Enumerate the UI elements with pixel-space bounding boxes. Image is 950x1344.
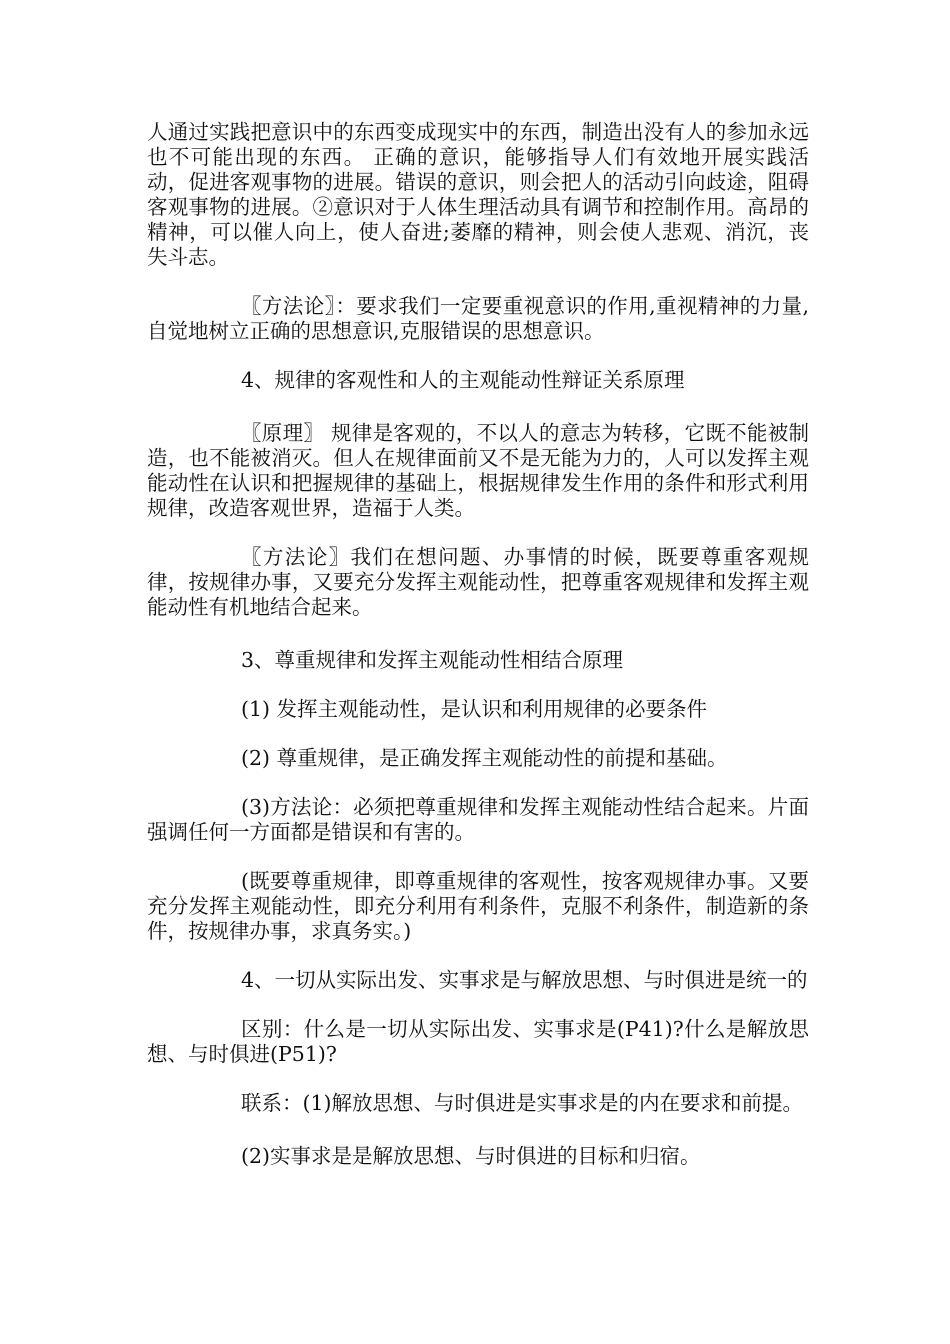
paragraph-methodology-consciousness: 〖方法论〗：要求我们一定要重视意识的作用,重视精神的力量,自觉地树立正确的思想意识,克服错误的思想意识。 [147,294,809,343]
paragraph-connection-1: 联系：(1)解放思想、与时俱进是实事求是的内在要求和前提。 [241,1091,804,1115]
list-item-2: (2) 尊重规律，是正确发挥主观能动性的前提和基础。 [241,746,728,770]
list-item-3-methodology: (3)方法论：必须把尊重规律和发挥主观能动性结合起来。片面强调任何一方面都是错误和有害的。 [147,795,809,844]
heading-seek-truth-unity: 4、一切从实际出发、实事求是与解放思想、与时俱进是统一的 [241,968,808,992]
paragraph-difference: 区别：什么是一切从实际出发、实事求是(P41)?什么是解放思想、与时俱进(P51)? [147,1017,809,1066]
paragraph-consciousness-role: 人通过实践把意识中的东西变成现实中的东西，制造出没有人的参加永远也不可能出现的东西。 正确的意识，能够指导人们有效地开展实践活动，促进客观事物的进展。错误的意识，则会把人的活动引向歧途，阻碍客观事物的进展。②意识对于人体生理活动具有调节和控制作用。高昂的精神，可以催人向上，使人奋进;萎靡的精神，则会使人悲观、消沉，丧失斗志。 [147,120,809,269]
paragraph-principle-law: 〖原理〗 规律是客观的，不以人的意志为转移，它既不能被制造，也不能被消灭。但人在规律面前又不是无能为力的，人可以发挥主观能动性在认识和把握规律的基础上，根据规律发生作用的条件和形式利用规律，改造客观世界，造福于人类。 [147,421,809,520]
paragraph-parenthetical-note: (既要尊重规律，即尊重规律的客观性，按客观规律办事。又要充分发挥主观能动性，即充分利用有利条件，克服不利条件，制造新的条件，按规律办事，求真务实。) [147,869,809,943]
paragraph-methodology-law: 〖方法论〗我们在想问题、办事情的时候，既要尊重客观规律，按规律办事，又要充分发挥主观能动性，把尊重客观规律和发挥主观能动性有机地结合起来。 [147,545,809,619]
heading-law-objectivity: 4、规律的客观性和人的主观能动性辩证关系原理 [241,368,685,392]
paragraph-connection-2: (2)实事求是是解放思想、与时俱进的目标和归宿。 [241,1144,701,1168]
list-item-1: (1) 发挥主观能动性，是认识和利用规律的必要条件 [241,697,708,721]
heading-respect-law-principle: 3、尊重规律和发挥主观能动性相结合原理 [241,648,624,672]
document-page [147,120,809,1169]
